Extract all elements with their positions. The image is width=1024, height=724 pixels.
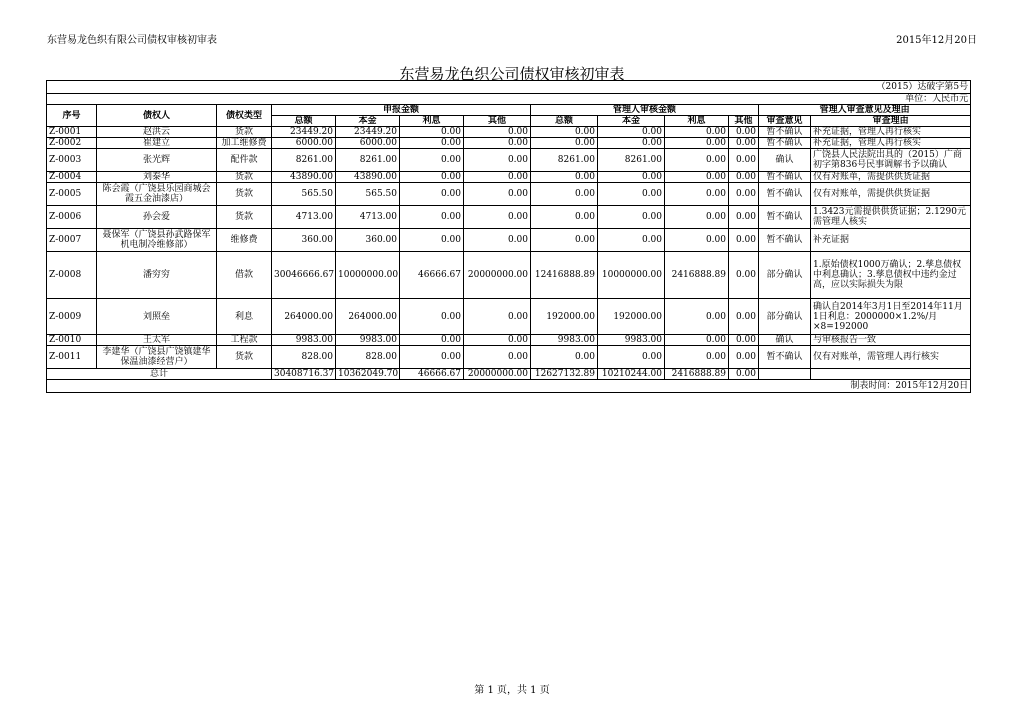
cell-declared-principal: 23449.20 — [336, 127, 400, 138]
cell-type: 货款 — [217, 206, 272, 229]
header-declared-interest: 利息 — [400, 116, 464, 127]
cell-reviewed-interest: 0.00 — [665, 127, 729, 138]
cell-declared-other: 0.00 — [464, 335, 531, 346]
cell-reviewed-principal: 9983.00 — [598, 335, 665, 346]
header-opinion: 审查意见 — [759, 116, 811, 127]
header-reviewed-principal: 本金 — [598, 116, 665, 127]
cell-declared-other: 0.00 — [464, 346, 531, 369]
totals-opinion — [759, 369, 811, 380]
report-date-header: 2015年12月20日 — [896, 35, 977, 46]
cell-reviewed-total: 8261.00 — [531, 149, 598, 172]
page-number: 第 1 页，共 1 页 — [474, 685, 550, 696]
cell-creditor: 崔建立 — [97, 138, 217, 149]
cell-reviewed-interest: 0.00 — [665, 149, 729, 172]
cell-reviewed-principal: 0.00 — [598, 346, 665, 369]
cell-declared-principal: 4713.00 — [336, 206, 400, 229]
cell-reviewed-total: 0.00 — [531, 346, 598, 369]
cell-declared-interest: 0.00 — [400, 299, 464, 335]
cell-declared-interest: 0.00 — [400, 183, 464, 206]
cell-reviewed-total: 0.00 — [531, 172, 598, 183]
cell-type: 货款 — [217, 172, 272, 183]
totals-declared-principal: 10362049.70 — [336, 369, 400, 380]
cell-declared-other: 0.00 — [464, 172, 531, 183]
cell-reason: 补充证据，管理人再行核实 — [811, 127, 971, 138]
cell-id: Z-0002 — [47, 138, 97, 149]
header-reviewed: 管理人审核金额 — [531, 105, 759, 116]
cell-opinion: 确认 — [759, 335, 811, 346]
cell-reason: 广饶县人民法院出具的（2015）广商初字第836号民事调解书予以确认 — [811, 149, 971, 172]
cell-declared-total: 828.00 — [272, 346, 336, 369]
header-reason: 审查理由 — [811, 116, 971, 127]
cell-declared-principal: 565.50 — [336, 183, 400, 206]
cell-id: Z-0011 — [47, 346, 97, 369]
cell-opinion: 暂不确认 — [759, 172, 811, 183]
cell-reviewed-total: 0.00 — [531, 183, 598, 206]
cell-type: 配件款 — [217, 149, 272, 172]
totals-label: 总计 — [47, 369, 272, 380]
cell-type: 货款 — [217, 346, 272, 369]
cell-opinion: 部分确认 — [759, 252, 811, 299]
cell-reviewed-principal: 192000.00 — [598, 299, 665, 335]
header-declared-other: 其他 — [464, 116, 531, 127]
cell-opinion: 确认 — [759, 149, 811, 172]
cell-declared-interest: 0.00 — [400, 229, 464, 252]
cell-declared-other: 0.00 — [464, 127, 531, 138]
cell-reason: 1.原始债权1000万确认；2.孳息债权中利息确认；3.孳息债权中违约金过高，应以实际损失为限 — [811, 252, 971, 299]
totals-reviewed-interest: 2416888.89 — [665, 369, 729, 380]
totals-declared-interest: 46666.67 — [400, 369, 464, 380]
cell-type: 工程款 — [217, 335, 272, 346]
totals-reviewed-principal: 10210244.00 — [598, 369, 665, 380]
cell-id: Z-0010 — [47, 335, 97, 346]
cell-opinion: 暂不确认 — [759, 229, 811, 252]
cell-declared-interest: 46666.67 — [400, 252, 464, 299]
cell-opinion: 暂不确认 — [759, 183, 811, 206]
cell-declared-principal: 828.00 — [336, 346, 400, 369]
cell-declared-interest: 0.00 — [400, 172, 464, 183]
table-row — [47, 229, 971, 252]
totals-reviewed-total: 12627132.89 — [531, 369, 598, 380]
cell-reviewed-interest: 0.00 — [665, 335, 729, 346]
cell-reviewed-other: 0.00 — [729, 335, 759, 346]
cell-declared-interest: 0.00 — [400, 127, 464, 138]
table-row — [47, 138, 971, 149]
table-row — [47, 127, 971, 138]
cell-reviewed-other: 0.00 — [729, 346, 759, 369]
cell-declared-principal: 8261.00 — [336, 149, 400, 172]
totals-reason — [811, 369, 971, 380]
cell-reviewed-interest: 0.00 — [665, 138, 729, 149]
cell-reviewed-principal: 0.00 — [598, 183, 665, 206]
cell-declared-other: 0.00 — [464, 149, 531, 172]
cell-opinion: 暂不确认 — [759, 346, 811, 369]
cell-reason: 仅有对账单，需提供供货证据 — [811, 172, 971, 183]
cell-reason: 与审核报告一致 — [811, 335, 971, 346]
table-row — [47, 149, 971, 172]
cell-declared-total: 8261.00 — [272, 149, 336, 172]
cell-declared-principal: 10000000.00 — [336, 252, 400, 299]
header-declared: 申报金额 — [272, 105, 531, 116]
table-row — [47, 172, 971, 183]
cell-reviewed-other: 0.00 — [729, 252, 759, 299]
header-declared-principal: 本金 — [336, 116, 400, 127]
cell-creditor: 王太军 — [97, 335, 217, 346]
cell-id: Z-0006 — [47, 206, 97, 229]
cell-reviewed-other: 0.00 — [729, 183, 759, 206]
cell-reviewed-total: 9983.00 — [531, 335, 598, 346]
cell-reviewed-other: 0.00 — [729, 138, 759, 149]
cell-reviewed-total: 0.00 — [531, 127, 598, 138]
cell-type: 维修费 — [217, 229, 272, 252]
cell-creditor: 潘穷穷 — [97, 252, 217, 299]
header-row-1 — [47, 105, 971, 116]
cell-declared-other: 0.00 — [464, 229, 531, 252]
cell-reason: 补充证据 — [811, 229, 971, 252]
cell-type: 加工维修费 — [217, 138, 272, 149]
cell-reviewed-other: 0.00 — [729, 149, 759, 172]
header-declared-total: 总额 — [272, 116, 336, 127]
cell-reviewed-other: 0.00 — [729, 127, 759, 138]
cell-creditor: 赵洪云 — [97, 127, 217, 138]
cell-opinion: 部分确认 — [759, 299, 811, 335]
cell-opinion: 暂不确认 — [759, 138, 811, 149]
report-name-header: 东营易龙色织有限公司债权审核初审表 — [47, 35, 217, 46]
cell-reviewed-interest: 0.00 — [665, 346, 729, 369]
cell-declared-other: 0.00 — [464, 299, 531, 335]
cell-reason: 确认自2014年3月1日至2014年11月1日利息：2000000×1.2%/月×8=192000 — [811, 299, 971, 335]
cell-creditor: 刘照垒 — [97, 299, 217, 335]
cell-reviewed-total: 0.00 — [531, 138, 598, 149]
cell-declared-total: 6000.00 — [272, 138, 336, 149]
table-row — [47, 206, 971, 229]
cell-id: Z-0007 — [47, 229, 97, 252]
cell-type: 借款 — [217, 252, 272, 299]
cell-reviewed-interest: 0.00 — [665, 229, 729, 252]
cell-reviewed-interest: 0.00 — [665, 299, 729, 335]
cell-id: Z-0009 — [47, 299, 97, 335]
cell-creditor: 聂保军（广饶县孙武路保军机电制冷维修部） — [97, 229, 217, 252]
cell-declared-interest: 0.00 — [400, 346, 464, 369]
cell-id: Z-0001 — [47, 127, 97, 138]
cell-reason: 仅有对账单，需提供供货证据 — [811, 183, 971, 206]
cell-declared-other: 20000000.00 — [464, 252, 531, 299]
cell-declared-total: 43890.00 — [272, 172, 336, 183]
cell-reason: 1.3423元需提供供货证据；2.1290元需管理人核实 — [811, 206, 971, 229]
cell-reviewed-total: 0.00 — [531, 206, 598, 229]
cell-declared-total: 23449.20 — [272, 127, 336, 138]
cell-declared-other: 0.00 — [464, 138, 531, 149]
cell-reviewed-total: 192000.00 — [531, 299, 598, 335]
cell-creditor: 陈会霞（广饶县乐园商城会霞五金油漆店） — [97, 183, 217, 206]
cell-reason: 仅有对账单，需管理人再行核实 — [811, 346, 971, 369]
made-time: 制表时间：2015年12月20日 — [47, 380, 971, 393]
cell-declared-other: 0.00 — [464, 183, 531, 206]
cell-id: Z-0005 — [47, 183, 97, 206]
cell-reviewed-other: 0.00 — [729, 206, 759, 229]
cell-reviewed-principal: 0.00 — [598, 229, 665, 252]
cell-creditor: 李建华（广饶县广饶镇建华保温油漆经营户） — [97, 346, 217, 369]
header-seq: 序号 — [47, 105, 97, 127]
cell-id: Z-0003 — [47, 149, 97, 172]
cell-reviewed-principal: 8261.00 — [598, 149, 665, 172]
table-row — [47, 252, 971, 299]
header-creditor: 债权人 — [97, 105, 217, 127]
cell-reviewed-interest: 0.00 — [665, 206, 729, 229]
cell-reviewed-principal: 10000000.00 — [598, 252, 665, 299]
cell-id: Z-0008 — [47, 252, 97, 299]
cell-reviewed-total: 12416888.89 — [531, 252, 598, 299]
totals-reviewed-other: 0.00 — [729, 369, 759, 380]
totals-declared-other: 20000000.00 — [464, 369, 531, 380]
cell-creditor: 孙会爱 — [97, 206, 217, 229]
cell-id: Z-0004 — [47, 172, 97, 183]
cell-declared-total: 565.50 — [272, 183, 336, 206]
table-row — [47, 335, 971, 346]
cell-declared-total: 30046666.67 — [272, 252, 336, 299]
table-row — [47, 183, 971, 206]
cell-reviewed-principal: 0.00 — [598, 127, 665, 138]
totals-row — [47, 369, 971, 380]
cell-declared-interest: 0.00 — [400, 335, 464, 346]
cell-opinion: 暂不确认 — [759, 127, 811, 138]
doc-number-row — [47, 81, 971, 94]
cell-reviewed-other: 0.00 — [729, 229, 759, 252]
cell-creditor: 刘泰华 — [97, 172, 217, 183]
header-type: 债权类型 — [217, 105, 272, 127]
cell-reviewed-principal: 0.00 — [598, 138, 665, 149]
header-reviewed-other: 其他 — [729, 116, 759, 127]
claims-table — [46, 80, 971, 393]
cell-declared-principal: 360.00 — [336, 229, 400, 252]
table-row — [47, 299, 971, 335]
header-reviewed-total: 总额 — [531, 116, 598, 127]
made-time-row — [47, 380, 971, 393]
cell-reason: 补充证据，管理人再行核实 — [811, 138, 971, 149]
cell-reviewed-total: 0.00 — [531, 229, 598, 252]
cell-declared-interest: 0.00 — [400, 149, 464, 172]
cell-reviewed-interest: 0.00 — [665, 172, 729, 183]
cell-declared-interest: 0.00 — [400, 138, 464, 149]
cell-reviewed-principal: 0.00 — [598, 172, 665, 183]
cell-reviewed-principal: 0.00 — [598, 206, 665, 229]
cell-reviewed-interest: 0.00 — [665, 183, 729, 206]
cell-reviewed-other: 0.00 — [729, 172, 759, 183]
doc-number: （2015）达破字第5号 — [47, 81, 971, 94]
cell-declared-total: 4713.00 — [272, 206, 336, 229]
cell-type: 货款 — [217, 183, 272, 206]
cell-declared-total: 360.00 — [272, 229, 336, 252]
table-row — [47, 346, 971, 369]
cell-declared-principal: 43890.00 — [336, 172, 400, 183]
cell-reviewed-interest: 2416888.89 — [665, 252, 729, 299]
header-reviewed-interest: 利息 — [665, 116, 729, 127]
cell-type: 利息 — [217, 299, 272, 335]
cell-declared-total: 264000.00 — [272, 299, 336, 335]
cell-declared-total: 9983.00 — [272, 335, 336, 346]
cell-type: 货款 — [217, 127, 272, 138]
cell-declared-interest: 0.00 — [400, 206, 464, 229]
page-title: 东营易龙色织公司债权审核初审表 — [399, 65, 625, 83]
cell-opinion: 暂不确认 — [759, 206, 811, 229]
cell-declared-principal: 9983.00 — [336, 335, 400, 346]
currency-unit: 单位：人民币元 — [47, 94, 971, 105]
cell-declared-other: 0.00 — [464, 206, 531, 229]
cell-declared-principal: 6000.00 — [336, 138, 400, 149]
totals-declared-total: 30408716.37 — [272, 369, 336, 380]
cell-reviewed-other: 0.00 — [729, 299, 759, 335]
cell-declared-principal: 264000.00 — [336, 299, 400, 335]
unit-row — [47, 94, 971, 105]
cell-creditor: 张光辉 — [97, 149, 217, 172]
header-opinion-group: 管理人审查意见及理由 — [759, 105, 971, 116]
